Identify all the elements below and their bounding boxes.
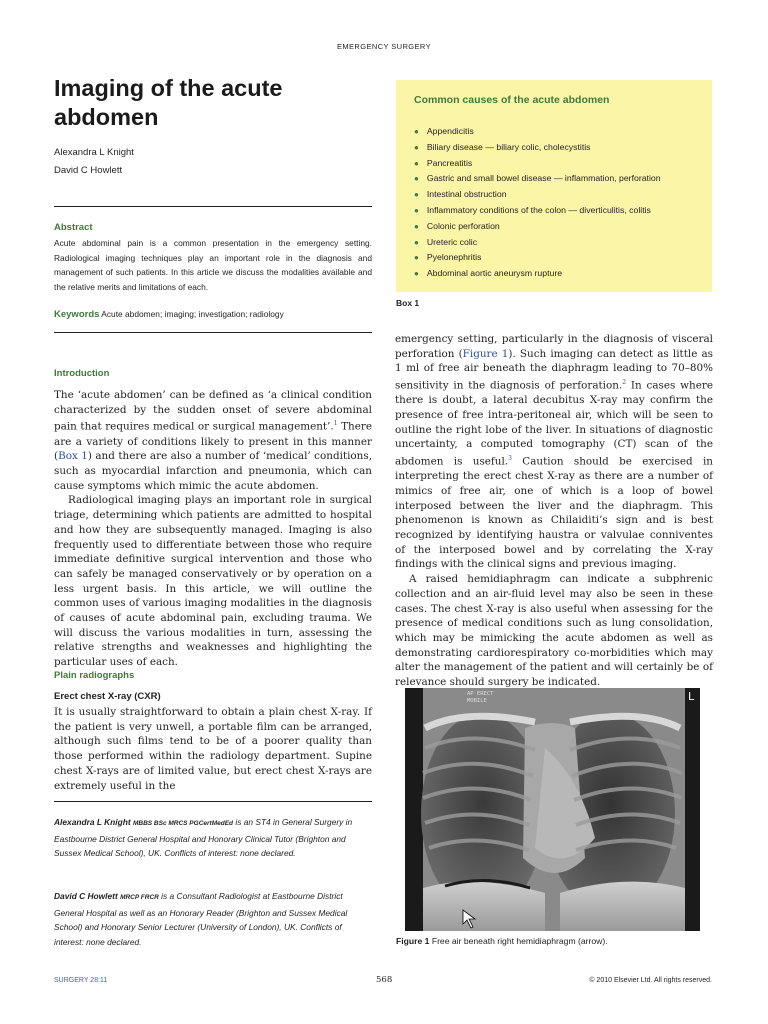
footer-copyright: © 2010 Elsevier Ltd. All rights reserved. xyxy=(589,977,712,984)
erect-cxr-subheading: Erect chest X-ray (CXR) xyxy=(54,691,161,702)
list-item: ● Abdominal aortic aneurysm rupture xyxy=(414,268,563,279)
intro-paragraph-1: The ‘acute abdomen’ can be defined as ‘a clinical condition characterized by the sudden onset of severe abdominal pain that requires medical or surgical management’.$^1$ There are a variety of conditions likely to present in this manner (Box 1) and there are also a number of ‘medical’ conditions, such as myocardial infarction and pneumonia, which can cause symptoms which mimic the acute abdomen. xyxy=(54,389,372,492)
author-2: David C Howlett xyxy=(54,165,123,176)
box-label: Box 1 xyxy=(396,298,420,308)
bullet-icon: ● xyxy=(414,127,419,136)
plain-radiographs-heading: Plain radiographs xyxy=(54,670,135,681)
list-item: ● Pyelonephritis xyxy=(414,252,482,263)
list-item: ● Ureteric colic xyxy=(414,236,478,247)
divider-top xyxy=(54,206,372,207)
causes-box xyxy=(396,80,712,292)
chest-xray-image xyxy=(405,688,700,931)
abstract-heading: Abstract xyxy=(54,222,93,233)
bullet-icon: ● xyxy=(414,158,419,168)
figure-caption: Figure 1 Free air beneath right hemidiaphragm (arrow). xyxy=(396,936,608,946)
xray-side-marker: L xyxy=(688,690,695,703)
author-note-2: David C Howlett MRCP FRCR is a Consultant Radiologist at Eastbourne District General Hospital as well as an Honorary Reader (Brighton and Sussex Medical School) and Honorary Senior Lecturer (University of London), UK. Conflicts of interest: none declared. xyxy=(54,891,348,947)
keywords-heading: Keywords xyxy=(54,309,100,320)
box-1-link[interactable]: Box 1 xyxy=(58,450,88,463)
xray-overlay-text: AP ERECT MOBILE xyxy=(467,691,494,704)
list-item: ● Biliary disease — biliary colic, cholecystitis xyxy=(414,141,591,152)
right-paragraph-1: emergency setting, particularly in the diagnosis of visceral perforation (Figure 1). Such imaging can detect as little as 1 ml of free air beneath the diaphragm leading to 70–80% sensitivity in the diagnosis of perforation.$^2$ In cases where there is doubt, a lateral decubitus X-ray may confirm the presence of free intra-peritoneal air, which will be seen to outline the right lobe of the liver. In situations of diagnostic uncertainty, a computed tomography (CT) scan of the abdomen is useful.$^3$ Caution should be exercised in interpreting the erect chest X-ray as there are a number of mimics of free air, one of which is a loop of bowel interposed between the liver and the diaphragm. This phenomenon is known as Chilaiditi’s sign and is best recognized by identifying haustra or valvulae conniventes of the interposed bowel and by correlating the X-ray findings with the clinical signs and previous imaging. xyxy=(395,333,714,571)
list-item: ● Pancreatitis xyxy=(414,157,473,168)
xray-drawing xyxy=(405,688,700,931)
bullet-icon: ● xyxy=(414,205,419,215)
introduction-body xyxy=(54,388,372,670)
keywords xyxy=(54,309,284,320)
list-item: ● Appendicitis xyxy=(414,126,474,136)
right-column-body xyxy=(395,332,713,690)
bullet-icon: ● xyxy=(414,253,419,263)
right-paragraph-2: A raised hemidiaphragm can indicate a subphrenic collection and an air-fluid level may also be seen in these cases. The chest X-ray is also useful when assessing for the presence of medical conditions such as lung consolidation, which may be mimicking the acute abdomen as well as demonstrating cardiorespiratory co-morbidities which may alter the management of the patient and will certainly be of relevance should surgery be indicated. xyxy=(395,573,713,689)
box-title: Common causes of the acute abdomen xyxy=(414,94,610,106)
erect-cxr-body xyxy=(54,705,372,793)
footer-journal: SURGERY 28:11 xyxy=(54,977,108,984)
bullet-icon: ● xyxy=(414,269,419,279)
list-item: ● Gastric and small bowel disease — inflammation, perforation xyxy=(414,173,661,184)
cxr-paragraph: It is usually straightforward to obtain a plain chest X-ray. If the patient is very unwell, a portable film can be arranged, although such films tend to be of a poorer quality than those performed within the radiology department. Supine chest X-rays are of limited value, but erect chest X-rays are extremely useful in the xyxy=(54,706,372,792)
bullet-icon: ● xyxy=(414,237,419,247)
title-line-1: Imaging of the acute xyxy=(54,75,283,101)
title-line-2: abdomen xyxy=(54,104,159,130)
bullet-icon: ● xyxy=(414,221,419,231)
reference-link[interactable]: 1 xyxy=(333,420,338,428)
divider-keywords xyxy=(54,332,372,333)
bullet-icon: ● xyxy=(414,142,419,152)
reference-link[interactable]: 2 xyxy=(622,379,627,387)
figure-1-link[interactable]: Figure 1 xyxy=(462,347,509,360)
abstract-text: Acute abdominal pain is a common presentation in the emergency setting. Radiological imaging techniques play an important role in the diagnosis and management of such patients. In this article we discuss the modalities available and the relative merits and limitations of each. xyxy=(54,238,372,292)
list-item: ● Inflammatory conditions of the colon — diverticulitis, colitis xyxy=(414,204,651,215)
list-item: ● Intestinal obstruction xyxy=(414,189,507,200)
author-1: Alexandra L Knight xyxy=(54,147,134,158)
list-item: ● Colonic perforation xyxy=(414,220,500,231)
bullet-icon: ● xyxy=(414,174,419,184)
reference-link[interactable]: 3 xyxy=(508,455,512,463)
introduction-heading: Introduction xyxy=(54,368,110,379)
page-number: 568 xyxy=(376,975,393,985)
causes-list xyxy=(414,124,661,282)
keywords-text: Acute abdomen; imaging; investigation; radiology xyxy=(101,309,284,319)
bullet-icon: ● xyxy=(414,190,419,200)
author-note-1: Alexandra L Knight MBBS BSc MRCS PGCertMedEd is an ST4 in General Surgery in Eastbourne District General Hospital and Honorary Clinical Tutor (Brighton and Sussex Medical School), UK. Conflicts of interest: none declared. xyxy=(54,817,353,859)
running-head: EMERGENCY SURGERY xyxy=(336,42,432,51)
divider-notes xyxy=(54,801,372,802)
article-title xyxy=(54,74,354,132)
intro-paragraph-2: Radiological imaging plays an important role in surgical triage, determining which patients are admitted to hospital and how they are subsequently managed. Imaging is also frequently used to differentiate between those who require immediate definitive surgical intervention and those who can safely be managed conservatively or by operation on a less urgent basis. In this article, we will outline the common uses of various imaging modalities in the diagnosis of causes of acute abdominal pain, excluding trauma. We will discuss the various modalities in turn, assessing the relative strengths and weaknesses and highlighting the particular uses of each. xyxy=(54,494,372,669)
